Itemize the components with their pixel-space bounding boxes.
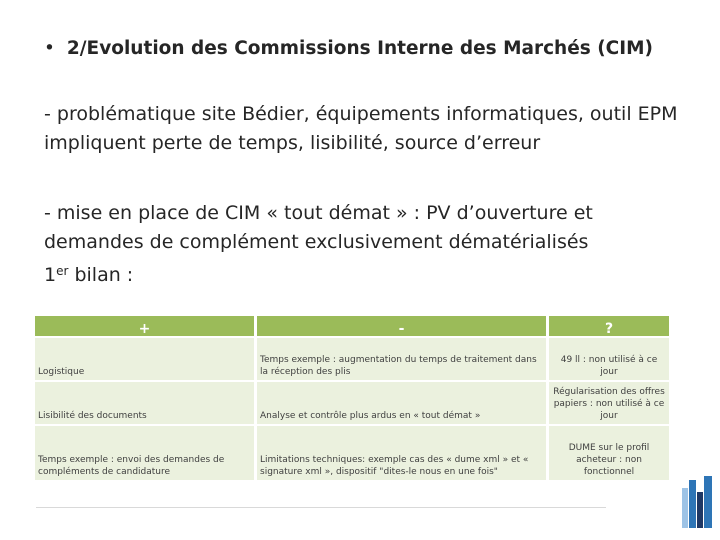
bullet: • — [44, 38, 55, 59]
bilan-line — [44, 257, 684, 290]
bilan-table — [32, 314, 672, 482]
decorative-bars-icon — [680, 470, 714, 528]
table-cell: Lisibilité des documents — [35, 382, 254, 424]
paragraph-cim — [44, 199, 684, 290]
table-cell: Temps exemple : augmentation du temps de traitement dans la réception des plis — [257, 338, 546, 380]
header-minus: - — [257, 316, 546, 336]
table-cell: Limitations techniques: exemple cas des « dume xml » et « signature xml », dispositif "dites-le nous en une fois" — [257, 426, 546, 480]
bilan-label: bilan : — [68, 264, 134, 286]
footer-divider — [36, 507, 606, 508]
table-header-row — [35, 316, 669, 336]
table-cell: Régularisation des offres papiers : non utilisé à ce jour — [549, 382, 669, 424]
table-cell: Analyse et contrôle plus ardus en « tout démat » — [257, 382, 546, 424]
table-cell: Logistique — [35, 338, 254, 380]
table-row — [35, 382, 669, 424]
header-plus: + — [35, 316, 254, 336]
slide-heading — [44, 38, 653, 59]
table-cell: 49 ll : non utilisé à ce jour — [549, 338, 669, 380]
table-cell: Temps exemple : envoi des demandes de compléments de candidature — [35, 426, 254, 480]
paragraph-problem: - problématique site Bédier, équipements informatiques, outil EPM impliquent perte de temps, lisibilité, source d’erreur — [44, 103, 678, 154]
bilan-number: 1 — [44, 264, 57, 286]
table-row — [35, 426, 669, 480]
paragraph-cim-text: - mise en place de CIM « tout démat » : PV d’ouverture et demandes de complément exclusivement dématérialisés — [44, 202, 593, 253]
heading-text: 2/Evolution des Commissions Interne des Marchés (CIM) — [66, 38, 653, 59]
bilan-superscript: er — [56, 264, 69, 278]
table-row — [35, 338, 669, 380]
header-question: ? — [549, 316, 669, 336]
table-cell: DUME sur le profil acheteur : non fonctionnel — [549, 426, 669, 480]
